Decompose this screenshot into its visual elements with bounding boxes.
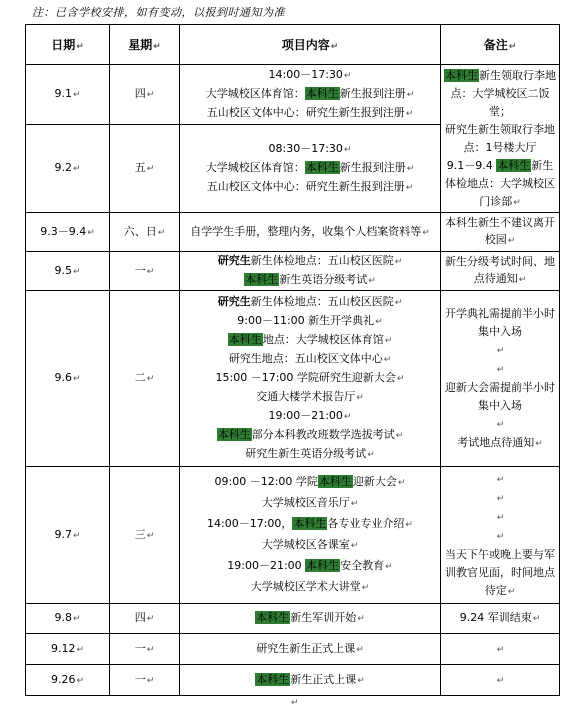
weekday-cell: 一↵ — [110, 665, 180, 696]
undergrad-highlight: 本科生 — [306, 559, 340, 572]
remark-cell: ↵ — [441, 665, 560, 696]
date-cell: 9.5↵ — [26, 252, 110, 291]
table-row — [26, 65, 560, 125]
undergrad-highlight: 本科生 — [217, 428, 251, 441]
undergrad-highlight: 本科生 — [318, 475, 352, 488]
date-cell: 9.12↵ — [26, 634, 110, 665]
weekday-cell: 一↵ — [110, 634, 180, 665]
header-remark: 备注↵ — [441, 25, 560, 65]
header-date: 日期↵ — [26, 25, 110, 65]
date-cell: 9.2↵ — [26, 125, 110, 213]
date-cell: 9.7↵ — [26, 467, 110, 604]
table-row — [26, 252, 560, 291]
table-row — [26, 634, 560, 665]
content-cell: 研究生新生正式上课↵ — [180, 634, 441, 665]
content-cell: 自学学生手册，整理内务，收集个人档案资料等↵ — [180, 213, 441, 252]
date-cell: 9.1↵ — [26, 65, 110, 125]
remark-cell: 9.24 军训结束↵ — [441, 604, 560, 634]
table-row — [26, 665, 560, 696]
remark-cell: 本科生新生领取行李地点：大学城校区二饭堂； 研究生新生领取行李地点：1号楼大厅 9.1－9.4 本科生新生体检地点：大学城校区门诊部↵ — [441, 65, 560, 213]
date-cell: 9.8↵ — [26, 604, 110, 634]
remark-cell: 本科生新生不建议离开校园↵ — [441, 213, 560, 252]
content-cell: 本科生新生军训开始↵ — [180, 604, 441, 634]
date-cell: 9.3－9.4↵ — [26, 213, 110, 252]
paragraph-mark: ↵ — [291, 698, 299, 708]
orientation-schedule-table — [25, 24, 560, 696]
content-cell: 研究生新生体检地点：五山校区医院↵ 本科生新生英语分级考试↵ — [180, 252, 441, 291]
content-cell: 研究生新生体检地点：五山校区医院↵ 9:00－11:00 新生开学典礼↵ 本科生地点：大学城校区体育馆↵ 研究生地点：五山校区文体中心↵ 15:00 －17:00 学院研究生迎新大会↵ 交通大楼学术报告厅↵ 19:00－21:00↵ 本科生部分本科教改班数学选拔考试↵ 研究生新生英语分级考试↵ — [180, 291, 441, 467]
table-row — [26, 213, 560, 252]
undergrad-highlight: 本科生 — [293, 517, 327, 530]
undergrad-highlight: 本科生 — [256, 611, 290, 624]
table-row — [26, 467, 560, 604]
undergrad-highlight: 本科生 — [228, 333, 262, 346]
weekday-cell: 二↵ — [110, 291, 180, 467]
remark-cell: 开学典礼需提前半小时集中入场 ↵ ↵ 迎新大会需提前半小时集中入场 ↵ 考试地点待通知↵ — [441, 291, 560, 467]
content-cell: 14:00－17:30↵ 大学城校区体育馆：本科生新生报到注册↵ 五山校区文体中心：研究生新生报到注册↵ — [180, 65, 441, 125]
header-content: 项目内容↵ — [180, 25, 441, 65]
header-weekday: 星期↵ — [110, 25, 180, 65]
weekday-cell: 四↵ — [110, 65, 180, 125]
undergrad-highlight: 本科生 — [445, 69, 478, 82]
undergrad-highlight: 本科生 — [305, 161, 339, 174]
undergrad-highlight: 本科生 — [497, 159, 531, 172]
table-row — [26, 291, 560, 467]
weekday-cell: 四↵ — [110, 604, 180, 634]
remark-cell: 新生分级考试时间、地点待通知↵ — [441, 252, 560, 291]
content-cell: 08:30－17:30↵ 大学城校区体育馆：本科生新生报到注册↵ 五山校区文体中心：研究生新生报到注册↵ — [180, 125, 441, 213]
undergrad-highlight: 本科生 — [305, 87, 339, 100]
weekday-cell: 五↵ — [110, 125, 180, 213]
header-row — [26, 25, 560, 65]
weekday-cell: 一↵ — [110, 252, 180, 291]
undergrad-highlight: 本科生 — [256, 672, 290, 686]
table-row — [26, 604, 560, 634]
weekday-cell: 六、日↵ — [110, 213, 180, 252]
undergrad-highlight: 本科生 — [245, 273, 279, 286]
weekday-cell: 三↵ — [110, 467, 180, 604]
content-cell: 09:00 －12:00 学院本科生迎新大会↵ 大学城校区音乐厅↵ 14:00－17:00，本科生各专业专业介绍↵ 大学城校区各课室↵ 19:00－21:00 本科生安全教育↵ 大学城校区学术大讲堂↵ — [180, 467, 441, 604]
date-cell: 9.6↵ — [26, 291, 110, 467]
schedule-note: 注：已含学校安排，如有变动，以报到时通知为准 — [32, 6, 285, 19]
remark-cell: ↵ — [441, 634, 560, 665]
remark-cell: ↵ ↵ ↵ ↵ 当天下午或晚上要与军训教官见面，时间地点待定↵ — [441, 467, 560, 604]
content-cell: 本科生新生正式上课↵ — [180, 665, 441, 696]
date-cell: 9.26↵ — [26, 665, 110, 696]
